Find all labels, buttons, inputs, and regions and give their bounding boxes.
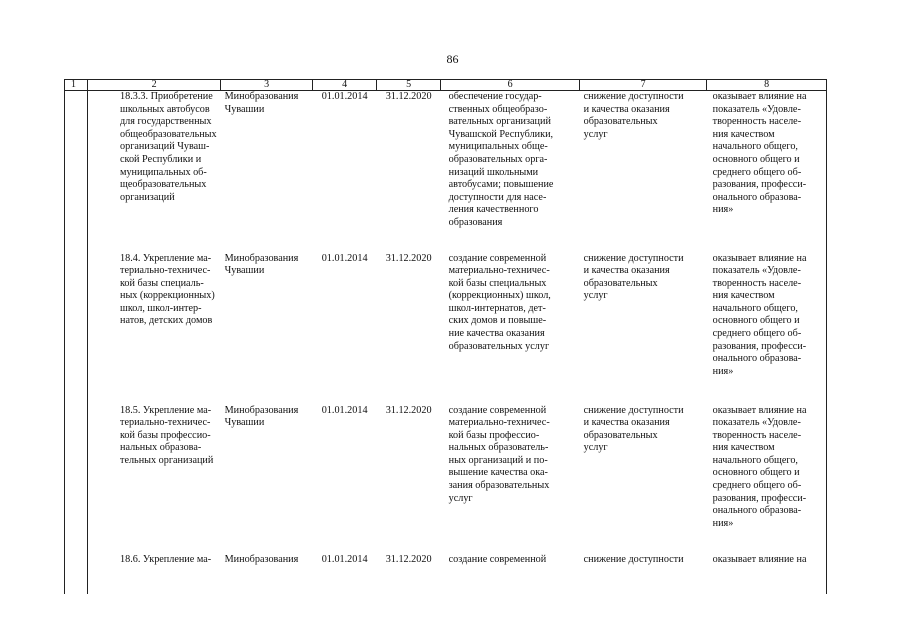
start-date-cell: 01.01.2014: [321, 404, 368, 416]
column-number-6: 6: [441, 80, 580, 91]
indicator-cell: оказывает влияние на показатель «Удовле- творенность населе- ния качеством начального общего, основного общего и среднего общего об- разования, професси- онального образова- ния»: [712, 252, 807, 377]
table-row: [65, 554, 827, 594]
measure-cell: 18.5. Укрепление ма- териально-техничес- кой базы профессио- нальных образова- тельных организаций: [120, 404, 214, 466]
column-number-7: 7: [580, 80, 707, 91]
consequence-cell: снижение доступности и качества оказания образовательных услуг: [583, 91, 684, 140]
executor-cell: Минобразования Чувашии: [224, 404, 299, 429]
row-col1-cell: [65, 554, 88, 594]
result-cell: создание современной материально-техничес- кой базы специальных (коррекционных) школ, школ-интернатов, дет- ских домов и повыше- ние качества оказания образовательных услуг: [448, 252, 551, 352]
page-number: 86: [446, 52, 459, 66]
column-number-1: 1: [65, 80, 88, 91]
result-cell: создание современной: [448, 553, 547, 565]
executor-cell: Минобразования Чувашии: [224, 252, 299, 277]
indicator-cell: оказывает влияние на: [712, 553, 807, 565]
column-number-row: [65, 80, 827, 91]
start-date-cell: 01.01.2014: [321, 91, 368, 102]
end-date-cell: 31.12.2020: [385, 404, 432, 416]
table-row: [65, 405, 827, 554]
row-col1-cell: [65, 91, 88, 253]
end-date-cell: 31.12.2020: [385, 91, 432, 102]
row-col1-cell: [65, 253, 88, 405]
table-row: [65, 91, 827, 253]
table-row: [65, 253, 827, 405]
column-number-4: 4: [313, 80, 377, 91]
row-col1-cell: [65, 405, 88, 554]
indicator-cell: оказывает влияние на показатель «Удовле- творенность населе- ния качеством начального общего, основного общего и среднего общего об- разования, професси- онального образова- ния»: [712, 404, 807, 529]
consequence-cell: снижение доступности: [583, 553, 684, 565]
column-number-2: 2: [88, 80, 221, 91]
executor-cell: Минобразования: [224, 553, 299, 565]
column-number-8: 8: [707, 80, 827, 91]
column-number-5: 5: [377, 80, 441, 91]
consequence-cell: снижение доступности и качества оказания образовательных услуг: [583, 252, 684, 302]
end-date-cell: 31.12.2020: [385, 252, 432, 264]
start-date-cell: 01.01.2014: [321, 252, 368, 264]
consequence-cell: снижение доступности и качества оказания образовательных услуг: [583, 404, 684, 454]
end-date-cell: 31.12.2020: [385, 553, 432, 565]
measure-cell: 18.4. Укрепление ма- териально-техничес- кой базы специаль- ных (коррекционных) школ, школ-интер- натов, детских домов: [120, 252, 215, 327]
column-number-3: 3: [221, 80, 313, 91]
result-cell: создание современной материально-техничес- кой базы профессио- нальных образователь- ных организаций и по- вышение качества ока- зания образовательных услуг: [448, 404, 550, 504]
result-cell: обеспечение государ- ственных общеобразо- вательных организаций Чувашской Республики, муниципальных обще- образовательных орга- низаций школьными автобусами; повышение доступности для насе- ления качественного образования: [448, 91, 554, 228]
measures-table: [64, 79, 827, 594]
measure-cell: 18.6. Укрепление ма-: [120, 553, 212, 565]
start-date-cell: 01.01.2014: [321, 553, 368, 565]
indicator-cell: оказывает влияние на показатель «Удовле- творенность населе- ния качеством начального общего, основного общего и среднего общего об- разования, професси- онального образова- ния»: [712, 91, 807, 216]
measure-cell: 18.3.3. Приобретение школьных автобусов для государственных общеобразовательных организаций Чуваш- ской Республики и муниципальных об- щеобразовательных организаций: [120, 91, 217, 203]
executor-cell: Минобразования Чувашии: [224, 91, 299, 115]
